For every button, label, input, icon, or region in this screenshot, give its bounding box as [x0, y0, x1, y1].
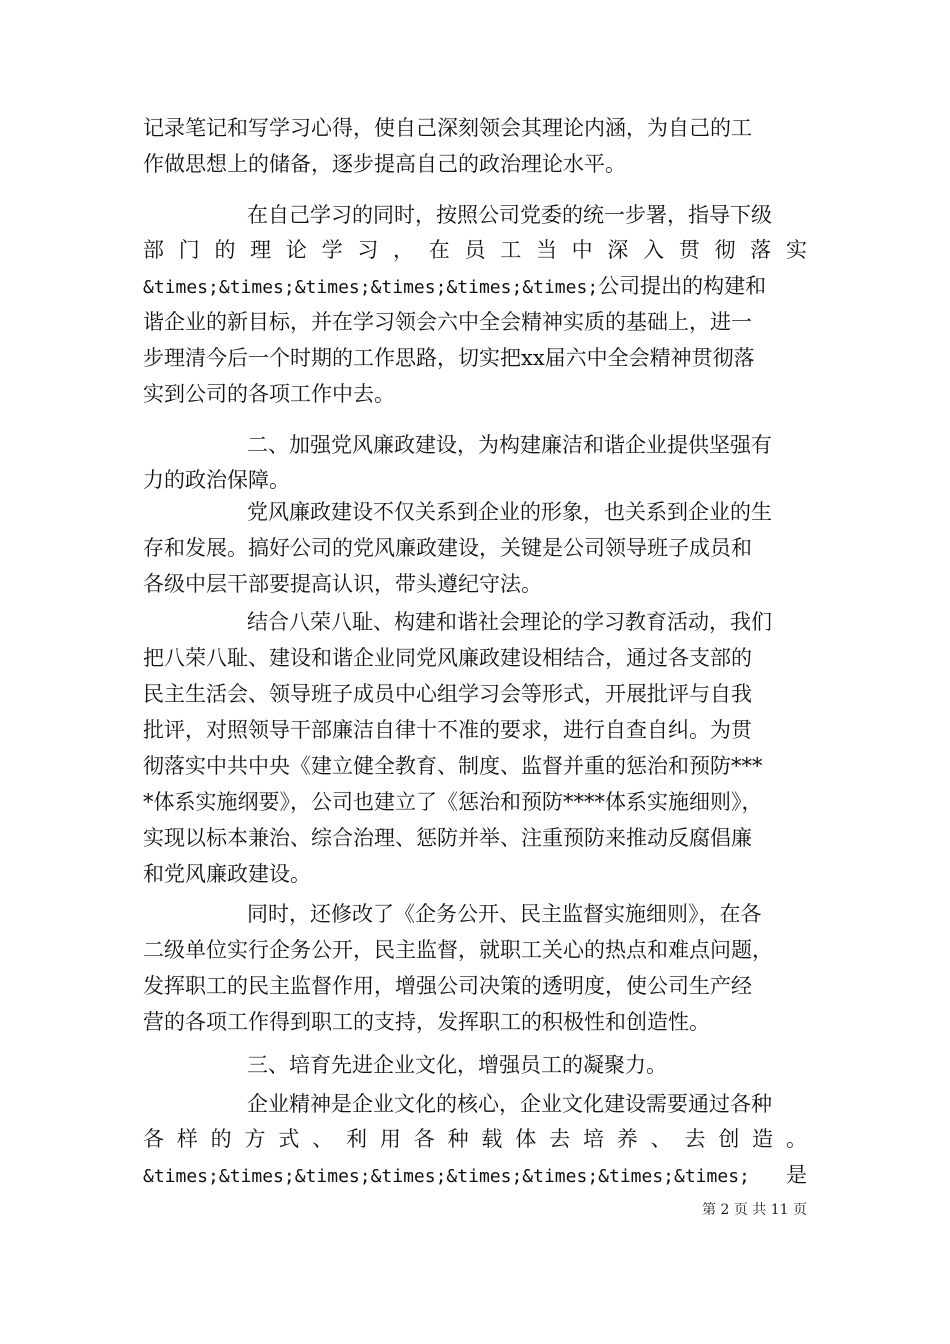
- text-line: 党风廉政建设不仅关系到企业的形象，也关系到企业的生: [247, 500, 772, 524]
- text-line: 力的政治保障。: [143, 468, 290, 492]
- page-number: 第 2 页 共 11 页: [702, 1202, 807, 1218]
- text-line: 实现以标本兼治、综合治理、惩防并举、注重预防来推动反腐倡廉: [143, 826, 752, 850]
- text-line: 存和发展。搞好公司的党风廉政建设，关键是公司领导班子成员和: [143, 536, 752, 560]
- text-line: 作做思想上的储备，逐步提高自己的政治理论水平。: [143, 152, 626, 176]
- text-line: 各级中层干部要提高认识，带头遵纪守法。: [143, 572, 542, 596]
- text-line: 部门的理论学习，在员工当中深入贯彻落实: [143, 238, 807, 262]
- text-line: 在自己学习的同时，按照公司党委的统一步署，指导下级: [247, 203, 772, 227]
- section-heading: 三、培育先进企业文化，增强员工的凝聚力。: [247, 1053, 667, 1077]
- text-line: 步理清今后一个时期的工作思路，切实把xx届六中全会精神贯彻落: [143, 346, 755, 370]
- entity-placeholder: &times;&times;&times;&times;&times;&times;&times;&times;: [143, 1166, 750, 1187]
- text-line: 二级单位实行企务公开，民主监督，就职工关心的热点和难点问题，: [143, 938, 773, 962]
- text-line: 记录笔记和写学习心得，使自己深刻领会其理论内涵，为自己的工: [143, 116, 752, 140]
- text-line: 批评，对照领导干部廉洁自律十不准的要求，进行自查自纠。为贯: [143, 718, 752, 742]
- text-line: 发挥职工的民主监督作用，增强公司决策的透明度，使公司生产经: [143, 974, 752, 998]
- text-line: 和党风廉政建设。: [143, 862, 311, 886]
- text-fragment: 公司提出的构建和: [598, 274, 767, 298]
- text-line: [143, 1157, 807, 1193]
- text-line: 彻落实中共中央《建立健全教育、制度、监督并重的惩治和预防***: [143, 754, 763, 778]
- text-line: 民主生活会、领导班子成员中心组学习会等形式，开展批评与自我: [143, 682, 752, 706]
- text-line: 实到公司的各项工作中去。: [143, 382, 395, 406]
- text-line: 谐企业的新目标，并在学习领会六中全会精神实质的基础上，进一: [143, 310, 752, 334]
- text-line: 各样的方式、利用各种载体去培养、去创造。: [143, 1127, 807, 1151]
- text-fragment: 是: [786, 1163, 807, 1187]
- text-line: 结合八荣八耻、构建和谐社会理论的学习教育活动，我们: [247, 610, 772, 634]
- text-line: 同时，还修改了《企务公开、民主监督实施细则》，在各: [247, 902, 762, 926]
- entity-placeholder: &times;&times;&times;&times;&times;&times;: [143, 277, 599, 298]
- section-heading: 二、加强党风廉政建设，为构建廉洁和谐企业提供坚强有: [247, 433, 772, 457]
- text-line: 营的各项工作得到职工的支持，发挥职工的积极性和创造性。: [143, 1010, 710, 1034]
- text-line: *体系实施纲要》，公司也建立了《惩治和预防****体系实施细则》，: [143, 790, 763, 814]
- text-line: [143, 268, 807, 304]
- text-line: 把八荣八耻、建设和谐企业同党风廉政建设相结合，通过各支部的: [143, 646, 752, 670]
- text-line: 企业精神是企业文化的核心，企业文化建设需要通过各种: [247, 1092, 772, 1116]
